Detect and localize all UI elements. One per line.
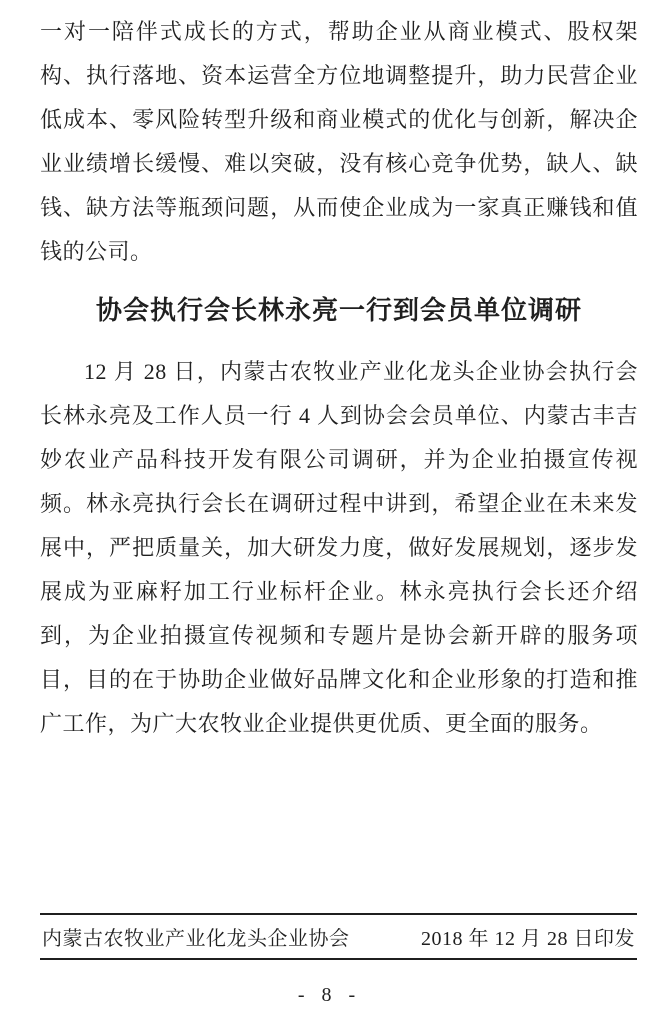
issuer-name: 内蒙古农牧业产业化龙头企业协会 [42,928,350,950]
print-date: 2018 年 12 月 28 日印发 [421,928,635,950]
colophon-bar [40,913,637,960]
page-number: - 8 - [297,984,362,1006]
page-content [40,10,638,746]
article-title: 协会执行会长林永亮一行到会员单位调研 [95,296,582,325]
paragraph-continuation: 一对一陪伴式成长的方式，帮助企业从商业模式、股权架构、执行落地、资本运营全方位地调整提升，助力民营企业低成本、零风险转型升级和商业模式的优化与创新，解决企业业绩增长缓慢、难以突破，没有核心竞争优势，缺人、缺钱、缺方法等瓶颈问题，从而使企业成为一家真正赚钱和值钱的公司。 [40,19,638,264]
article-body-paragraph: 12 月 28 日，内蒙古农牧业产业化龙头企业协会执行会长林永亮及工作人员一行 4 人到协会会员单位、内蒙古丰吉妙农业产品科技开发有限公司调研，并为企业拍摄宣传视频。林永亮执行会长在调研过程中讲到，希望企业在未来发展中，严把质量关，加大研发力度，做好发展规划，逐步发展成为亚麻籽加工行业标杆企业。林永亮执行会长还介绍到，为企业拍摄宣传视频和专题片是协会新开辟的服务项目，目的在于协助企业做好品牌文化和企业形象的打造和推广工作，为广大农牧业企业提供更优质、更全面的服务。 [40,359,638,736]
